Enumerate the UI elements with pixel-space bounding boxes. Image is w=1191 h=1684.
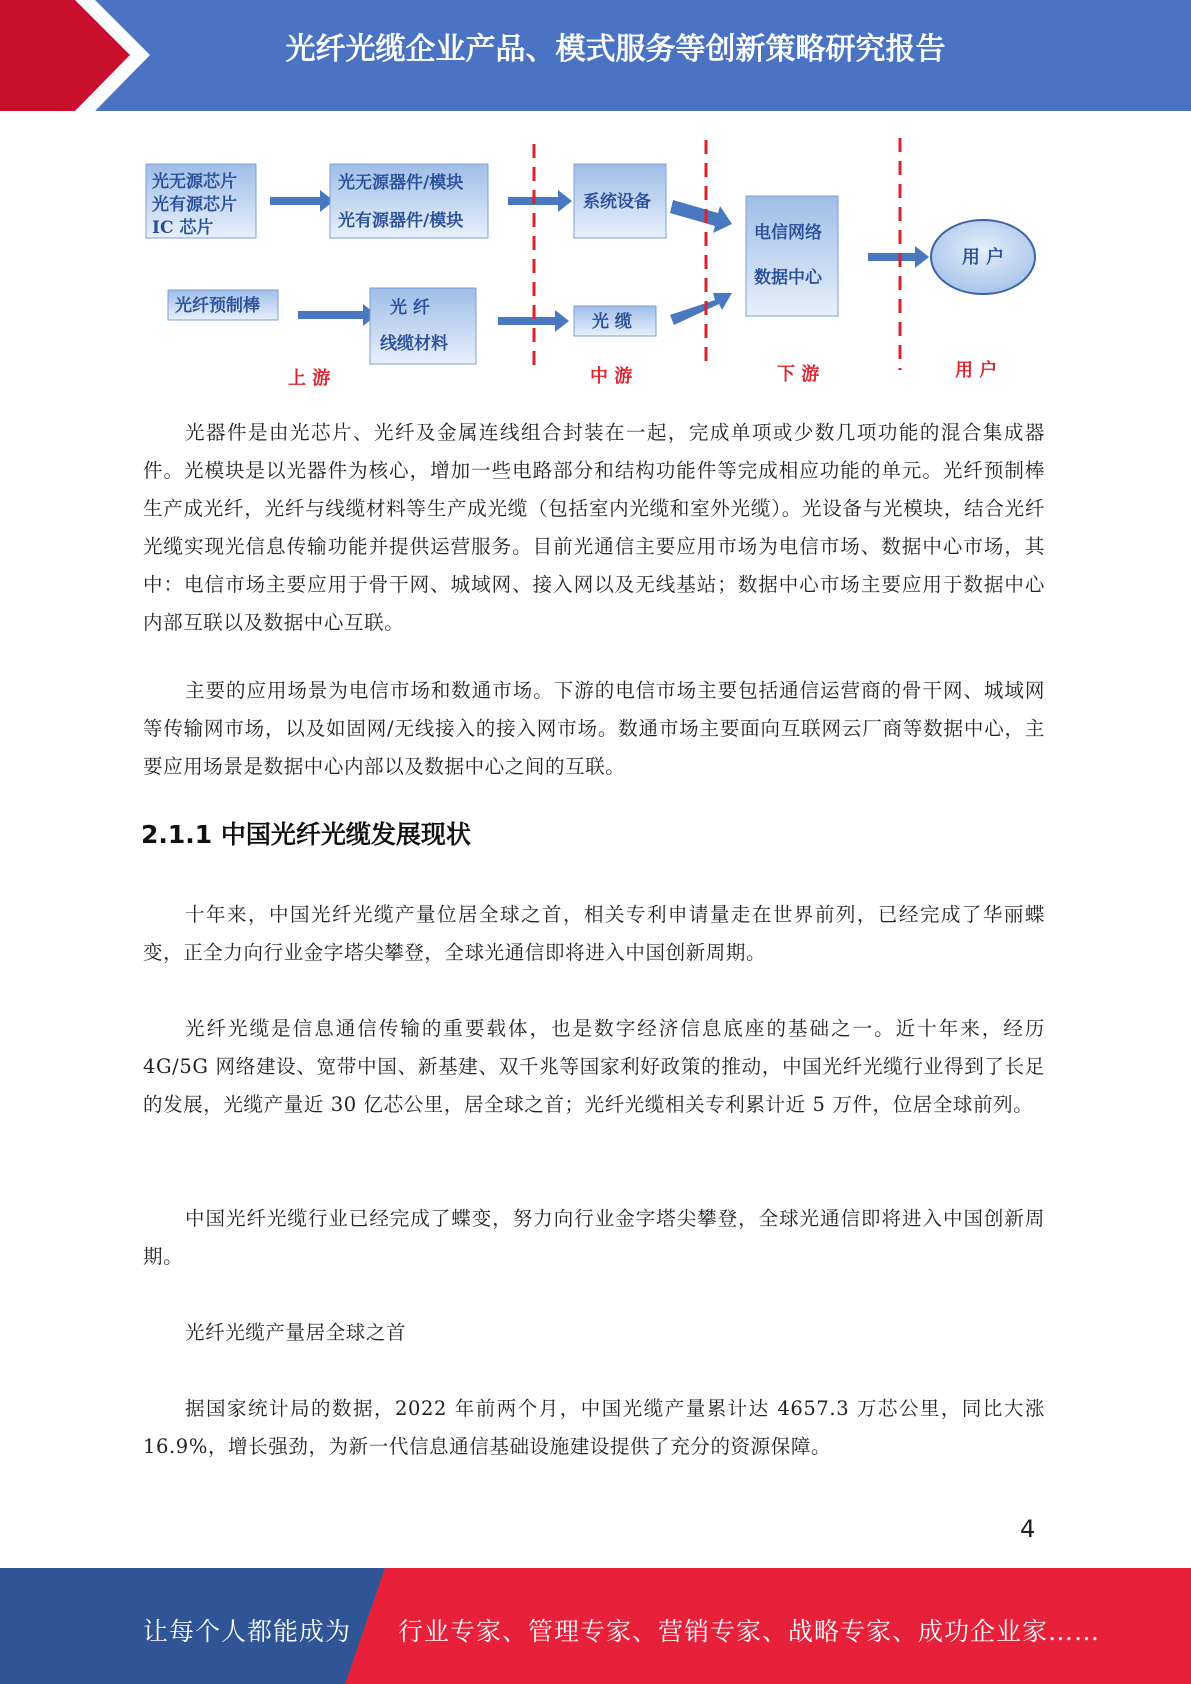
arrow-icon [670,293,732,325]
system-equipment-label: 系统设备 [583,192,651,212]
active-chip-label: 光有源芯片 [152,195,237,215]
users-label: 用 户 [955,360,998,381]
fiber-label: 光 纤 [390,298,430,318]
arrow-icon [298,304,377,326]
telecom-network-label: 电信网络 [754,223,822,243]
paragraph: 光纤光缆是信息通信传输的重要载体，也是数字经济信息底座的基础之一。近十年来，经历4G/5G 网络建设、宽带中国、新基建、双千兆等国家利好政策的推动，中国光纤光缆行业得到了长足的发展，光缆产量近 30 亿芯公里，居全球之首；光纤光缆相关专利累计近 5 万件，位居全球前列。 [143,1017,1045,1116]
paragraph: 十年来，中国光纤光缆产量位居全球之首，相关专利申请量走在世界前列，已经完成了华丽蝶变，正全力向行业金字塔尖攀登，全球光通信即将进入中国创新周期。 [143,903,1045,964]
paragraph: 据国家统计局的数据，2022 年前两个月，中国光缆产量累计达 4657.3 万芯公里，同比大涨16.9%，增长强劲，为新一代信息通信基础设施建设提供了充分的资源保障。 [143,1397,1045,1458]
footer-slogan: 让每个人都能成为 [143,1617,352,1646]
user-node-label: 用 户 [961,247,1005,268]
cable-materials-label: 线缆材料 [380,334,448,354]
downstream-label: 下 游 [777,364,820,385]
ic-chip-label: IC 芯片 [152,218,214,238]
preform-label: 光纤预制棒 [175,296,260,316]
report-title: 光纤光缆企业产品、模式服务等创新策略研究报告 [285,32,946,67]
active-device-label: 光有源器件/模块 [338,211,464,231]
passive-device-label: 光无源器件/模块 [338,173,464,193]
midstream-label: 中 游 [590,366,633,387]
paragraph: 光器件是由光芯片、光纤及金属连线组合封装在一起，完成单项或少数几项功能的混合集成器件。光模块是以光器件为核心，增加一些电路部分和结构功能件等完成相应功能的单元。光纤预制棒生产成光纤，光纤与线缆材料等生产成光缆（包括室内光缆和室外光缆）。光设备与光模块，结合光纤光缆实现光信息传输功能并提供运营服务。目前光通信主要应用市场为电信市场、数据中心市场，其中：电信市场主要应用于骨干网、城域网、接入网以及无线基站；数据中心市场主要应用于数据中心内部互联以及数据中心互联。 [143,421,1045,634]
header-chevron-decoration [0,0,160,111]
paragraph: 主要的应用场景为电信市场和数通市场。下游的电信市场主要包括通信运营商的骨干网、城域网等传输网市场，以及如固网/无线接入的接入网市场。数通市场主要面向互联网云厂商等数据中心，主要应用场景是数据中心内部以及数据中心之间的互联。 [143,679,1045,778]
cable-label: 光 缆 [592,312,632,332]
footer-tagline: 行业专家、管理专家、营销专家、战略专家、成功企业家…… [398,1617,1101,1646]
industry-chain-diagram [140,130,1050,400]
passive-chip-label: 光无源芯片 [152,172,237,192]
upstream-label: 上 游 [288,368,331,389]
paragraph: 光纤光缆产量居全球之首 [185,1321,407,1344]
data-center-label: 数据中心 [754,268,822,288]
telecom-datacenter-box [746,196,838,316]
arrow-icon [270,190,334,212]
arrow-icon [508,190,572,212]
page-header [0,0,1191,111]
paragraph: 中国光纤光缆行业已经完成了蝶变，努力向行业金字塔尖攀登，全球光通信即将进入中国创新周期。 [143,1207,1045,1268]
section-heading: 2.1.1 中国光纤光缆发展现状 [141,820,471,849]
page-number: 4 [1020,1515,1036,1543]
arrow-icon [670,200,732,233]
